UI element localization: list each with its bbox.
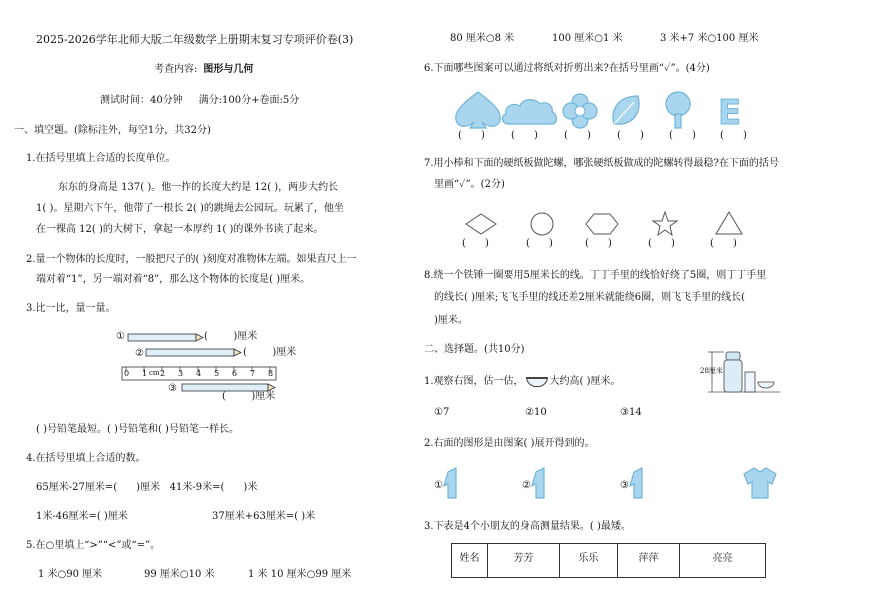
q2-line1: 2.量一个物体的长度时，一般把尺子的( )刻度对准物体左端。如果直尺上一 [26,254,357,265]
ruler-unit: cm [149,369,160,377]
q3-stem: 3.比一比，量一量。 [26,303,116,314]
q3-answer-line: ( )号铅笔最短。( )号铅笔和( )号铅笔一样长。 [36,424,239,435]
q4-row2a: 1米-46厘米=( )厘米 [36,511,128,522]
table-header-lele: 乐乐 [560,544,618,578]
q8-line1: 8.绕一个铁锤一圈要用5厘米长的线。丁丁手里的线恰好绕了5圈，则丁丁手里 [424,270,767,281]
pencil-3-blank: ( )厘米 [222,391,276,402]
c2-half-shirt-1 [444,468,456,498]
table-header-pingping: 萍萍 [618,544,680,578]
q6-letter-e: E [718,93,742,133]
q5-cont-c: 3 米+7 米○100 厘米 [660,33,759,44]
page-title: 2025-2026学年北师大版二年级数学上册期末复习专项评价卷(3) [36,33,354,46]
section2-title: 二、选择题。(共10分) [424,344,525,355]
topic-value: 图形与几何 [203,64,254,75]
c1-stem-head: 1.观察右图，估一估， [424,376,524,387]
pencil-1-blank: ( )厘米 [204,331,258,342]
table-header-fangfang: 芳芳 [488,544,560,578]
q7-line1: 7.用小棒和下面的硬纸板做陀螺，哪张硬纸板做成的陀螺转得最稳?在下面的括号 [424,158,779,169]
ruler-tick-8: 8 [268,369,274,378]
pencil-1-label: ① [116,331,125,342]
q7-line2: 里画“✓”。(2分) [434,179,505,190]
q7-blank-2[interactable]: ( ) [526,238,553,249]
q5-row1b: 99 厘米○10 米 [144,569,215,580]
c2-option-2-label[interactable]: ② [522,480,531,491]
c1-option-1[interactable]: ①7 [434,407,450,418]
c1-option-3[interactable]: ③14 [620,407,642,418]
height-table [451,543,766,578]
q7-blank-1[interactable]: ( ) [462,238,489,249]
q5-row1a: 1 米○90 厘米 [38,569,103,580]
q6-blank-6[interactable]: ( ) [720,130,747,141]
q1-stem: 1.在括号里填上合适的长度单位。 [26,153,176,164]
c2-half-shirt-3 [630,468,642,498]
c1-option-2[interactable]: ②10 [525,407,547,418]
section1-title: 一、填空题。(除标注外，每空1分，共32分) [14,125,211,136]
ruler-tick-1: 1 [142,369,148,378]
q7-blank-4[interactable]: ( ) [648,238,675,249]
q1-line3: 在一棵高 12( )的大树下，拿起一本厚约 1( )的课外书读了起来。 [36,224,324,235]
q5-cont-b: 100 厘米○1 米 [552,33,623,44]
ruler-tick-7: 7 [250,369,256,378]
pencil-2-label: ② [135,348,144,359]
ruler-tick-5: 5 [214,369,220,378]
q8-line2: 的线长( )厘米;飞飞手里的线还差2厘米就能绕6圈，则飞飞手里的线长( [434,292,745,303]
q4-row2b: 37厘米+63厘米=( )米 [212,511,316,522]
q5-row1c: 1 米 10 厘米○99 厘米 [248,569,352,580]
pencil-2-blank: ( )厘米 [243,347,297,358]
q2-line2: 端对着“1”，另一端对着“8”，那么这个物体的长度是( )厘米。 [36,274,311,285]
ruler-tick-0: 0 [124,369,130,378]
q5-cont-a: 80 厘米○8 米 [450,33,515,44]
c2-shirt-shape [744,468,776,498]
c3-stem: 3.下表是4个小朋友的身高测量结果。( )最矮。 [424,521,631,532]
table-header-name: 姓名 [452,544,488,578]
c2-option-3-label[interactable]: ③ [620,480,629,491]
q1-line1: 东东的身高是 137( )。他一拃的长度大约是 12( )，两步大约长 [58,182,339,193]
ruler-tick-4: 4 [196,369,202,378]
q6-stem: 6.下面哪些图案可以通过将纸对折剪出来?在括号里画“✓”。(4分) [424,63,710,74]
c2-stem: 2.右面的图形是由图案( )展开得到的。 [424,438,595,449]
c1-stem-tail: 大约高( )厘米。 [549,376,621,387]
q1-line2: 1( )。星期六下午，他带了一根长 2( )的跳绳去公园玩。玩累了，他坐 [36,203,344,214]
c2-option-1-label[interactable]: ① [434,480,443,491]
q7-blank-5[interactable]: ( ) [710,238,737,249]
q6-blank-1[interactable]: ( ) [458,130,485,141]
time-info: 测试时间：40分钟 满分:100分+卷面:5分 [100,95,300,106]
q6-blank-5[interactable]: ( ) [669,130,696,141]
ruler-tick-2: 2 [160,369,166,378]
q6-blank-4[interactable]: ( ) [617,130,644,141]
q6-blank-2[interactable]: ( ) [511,130,538,141]
q7-blank-3[interactable]: ( ) [585,238,612,249]
q6-blank-3[interactable]: ( ) [564,130,591,141]
table-header-liangliang: 亮亮 [680,544,766,578]
c2-half-shirt-2 [532,468,544,498]
topic-label: 考查内容: [154,64,198,75]
table-row [452,544,766,578]
q4-row1: 65厘米-27厘米=( )厘米 41米-9米=( )米 [36,482,258,493]
q5-stem: 5.在○里填上“>”“<”或“=”。 [26,540,161,551]
pencil-3-label: ③ [168,383,177,394]
q8-line3: )厘米。 [434,315,468,326]
ruler-tick-6: 6 [232,369,238,378]
ruler-tick-3: 3 [178,369,184,378]
c1-measure-label: 28厘米 [700,367,723,375]
q4-stem: 4.在括号里填上合适的数。 [26,453,146,464]
